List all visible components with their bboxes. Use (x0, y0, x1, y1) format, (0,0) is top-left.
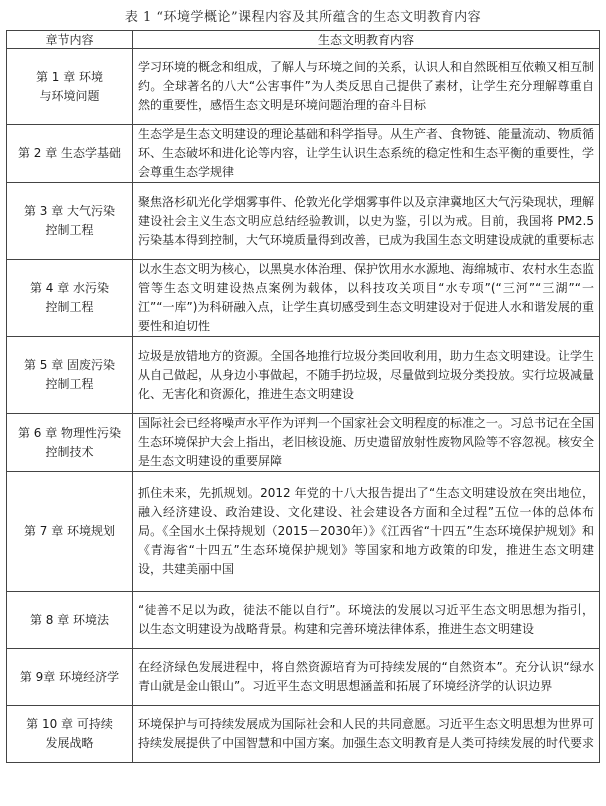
chapter-label: 第 8 章 环境法 (29, 612, 110, 627)
content-cell: 垃圾是放错地方的资源。全国各地推行垃圾分类回收利用，助力生态文明建设。让学生从自己做起，从身边小事做起，不随手扔垃圾，尽量做到垃圾分类投放。实行垃圾减量化、无害化和资源化，推进生态文明建设 (133, 337, 600, 414)
content-cell: 抓住未来，先抓规划。2012 年党的十八大报告提出了“生态文明建设放在突出地位，融入经济建设、政治建设、文化建设、社会建设各方面和全过程”五位一体的总体布局。《全国水土保持规划（2015－2030年）》《江西省“十四五”生态环境保护规划》和《青海省“十四五”生态环境保护规划》等国家和地方政策的印发，推进生态文明建设，共建美丽中国 (133, 472, 600, 592)
chapter-cell (7, 592, 133, 649)
chapter-label: 第 2 章 生态学基础 (17, 146, 122, 160)
content-cell: 环境保护与可持续发展成为国际社会和人民的共同意愿。习近平生态文明思想为世界可持续发展提供了中国智慧和中国方案。加强生态文明教育是人类可持续发展的时代要求 (133, 706, 600, 763)
chapter-label: 第 3 章 大气污染 控制工程 (23, 204, 116, 237)
table-row (7, 414, 600, 472)
table-row (7, 472, 600, 592)
chapter-label: 第 6 章 物理性污染 控制技术 (17, 425, 122, 459)
chapter-label: 第 5 章 固废污染 控制工程 (23, 358, 116, 391)
header-content: 生态文明教育内容 (133, 31, 600, 49)
table-caption: 表 1 “环境学概论”课程内容及其所蕴含的生态文明教育内容 (124, 10, 482, 25)
chapter-cell (7, 125, 133, 183)
table-row (7, 337, 600, 414)
table-row (7, 706, 600, 763)
content-cell: 学习环境的概念和组成，了解人与环境之间的关系，认识人和自然既相互依赖又相互制约。全球著名的八大“公害事件”为人类反思自己提供了素材，让学生充分理解尊重自然的重要性，感悟生态文明是环境问题治理的奋斗目标 (133, 49, 600, 125)
chapter-cell (7, 337, 133, 414)
chapter-cell (7, 472, 133, 592)
content-cell: 以水生态文明为核心，以黑臭水体治理、保护饮用水水源地、海绵城市、农村水生态监管等生态文明建设热点案例为载体，以科技攻关项目“水专项”(“三河”“三湖”“一江”“一库”)为科研融入点，让学生真切感受到生态文明建设对于促进人水和谐发展的重要性和迫切性 (133, 260, 600, 337)
chapter-label: 第 4 章 水污染 控制工程 (29, 281, 110, 314)
table-row (7, 183, 600, 260)
curriculum-table (6, 30, 600, 763)
chapter-label: 第 9章 环境经济学 (19, 669, 120, 684)
table-row (7, 649, 600, 706)
content-cell: 国际社会已经将噪声水平作为评判一个国家社会文明程度的标准之一。习总书记在全国生态环境保护大会上指出，老旧核设施、历史遗留放射性废物风险等不容忽视。核安全是生态文明建设的重要屏障 (133, 414, 600, 472)
content-cell: 生态学是生态文明建设的理论基础和科学指导。从生产者、食物链、能量流动、物质循环、生态破坏和进化论等内容，让学生认识生态系统的稳定性和生态平衡的重要性，学会尊重生态学规律 (133, 125, 600, 183)
chapter-cell (7, 706, 133, 763)
chapter-cell (7, 183, 133, 260)
table-row (7, 260, 600, 337)
table-row (7, 49, 600, 125)
chapter-cell (7, 649, 133, 706)
chapter-cell (7, 49, 133, 125)
chapter-cell (7, 260, 133, 337)
chapter-label: 第 10 章 可持续 发展战略 (26, 717, 113, 750)
chapter-label: 第 7 章 环境规划 (23, 524, 116, 538)
content-cell: 在经济绿色发展进程中，将自然资源培育为可持续发展的“自然资本”。充分认识“绿水青山就是金山银山”。习近平生态文明思想涵盖和拓展了环境经济学的认识边界 (133, 649, 600, 706)
header-chapter: 章节内容 (7, 31, 133, 49)
chapter-label: 第 1 章 环境 与环境问题 (35, 69, 104, 103)
content-cell: “徒善不足以为政，徒法不能以自行”。环境法的发展以习近平生态文明思想为指引，以生态文明建设为战略背景。构建和完善环境法律体系，推进生态文明建设 (133, 592, 600, 649)
table-header-row (7, 31, 600, 49)
table-row (7, 592, 600, 649)
table-row (7, 125, 600, 183)
chapter-cell (7, 414, 133, 472)
content-cell: 聚焦洛杉矶光化学烟雾事件、伦敦光化学烟雾事件以及京津冀地区大气污染现状，理解建设社会主义生态文明应总结经验教训，以史为鉴，引以为戒。目前，我国将 PM2.5 污染基本得到控制，大气环境质量得到改善，已成为我国生态文明建设成就的重要标志 (133, 183, 600, 260)
